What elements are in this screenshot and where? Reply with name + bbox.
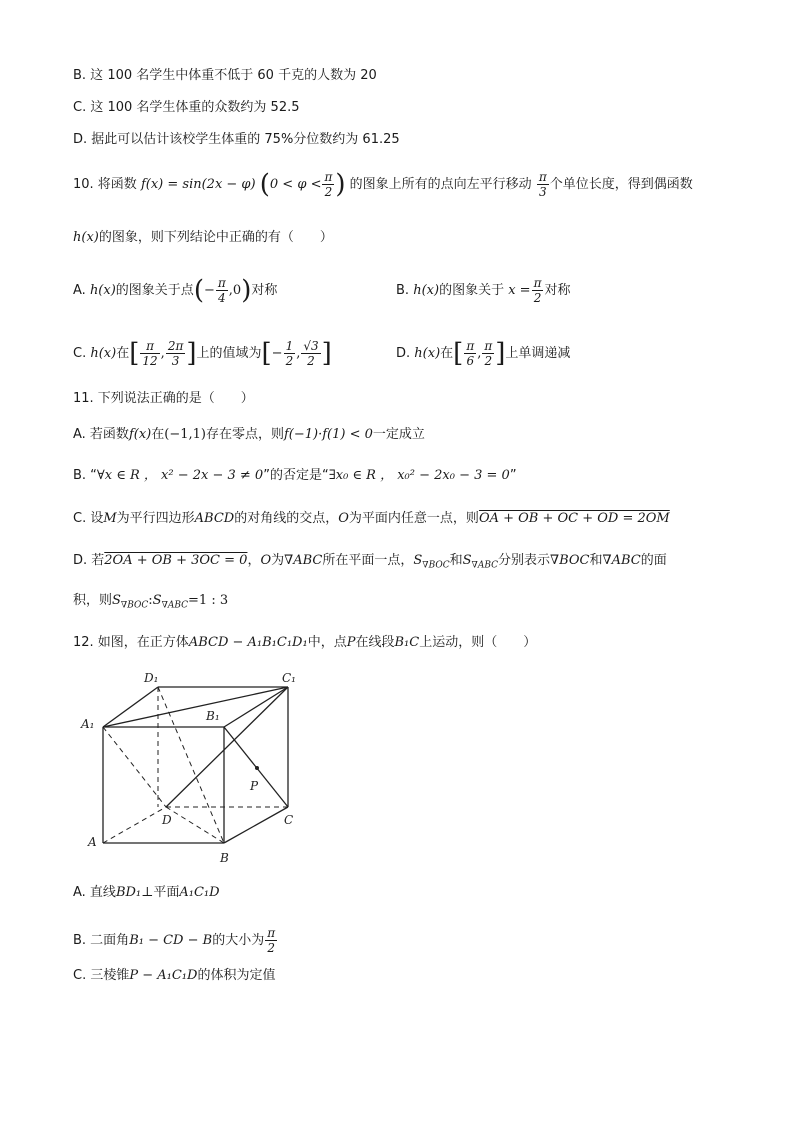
cube-figure bbox=[78, 668, 308, 868]
numerator: π bbox=[324, 170, 333, 184]
point-o: O bbox=[260, 553, 272, 568]
label-c: C bbox=[284, 813, 294, 827]
area-sub: ∇ABC bbox=[471, 560, 498, 571]
bracket-close: ] bbox=[186, 338, 197, 369]
label-d1: D₁ bbox=[144, 671, 159, 685]
comma: , bbox=[477, 346, 482, 361]
point-p: P bbox=[346, 635, 356, 650]
label-b1: B₁ bbox=[206, 709, 220, 723]
q10-option-b bbox=[396, 276, 570, 305]
triangle-abc: ∇ABC bbox=[284, 553, 323, 568]
option-label: A. bbox=[73, 283, 86, 298]
option-text-3: 的对角线的交点， bbox=[234, 511, 339, 526]
question-10-stem bbox=[73, 170, 693, 199]
option-b-q9-text: B. 这 100 名学生中体重不低于 60 千克的人数为 20 bbox=[73, 68, 377, 83]
q12-text: 12. 如图，在正方体 bbox=[73, 635, 189, 650]
product-condition: f(−1)·f(1) < 0 bbox=[283, 427, 373, 442]
denominator: 3 bbox=[171, 354, 180, 368]
interval: (−1,1) bbox=[164, 427, 206, 442]
q11-option-b bbox=[73, 467, 517, 485]
plane-a1c1d: A₁C₁D bbox=[179, 885, 220, 900]
option-text-2: 上单调递减 bbox=[505, 346, 571, 361]
hx: h(x) bbox=[413, 283, 440, 298]
q12-option-a bbox=[73, 884, 220, 902]
option-text: 的图象关于点 bbox=[115, 283, 194, 298]
option-text: 在 bbox=[440, 346, 454, 361]
triangle-boc: ∇BOC bbox=[550, 553, 590, 568]
option-text-3: 存在零点，则 bbox=[205, 427, 284, 442]
option-text: C. 三棱锥 bbox=[73, 968, 130, 983]
q10-suffix: 个单位长度，得到偶函数 bbox=[549, 177, 693, 192]
point-p-dot bbox=[255, 766, 259, 770]
perp-symbol: ⊥ bbox=[141, 885, 154, 900]
denominator: 3 bbox=[538, 185, 547, 199]
area-symbol: S bbox=[462, 553, 472, 568]
numerator: √3 bbox=[303, 339, 319, 353]
option-text: 在 bbox=[116, 346, 130, 361]
q12-option-b bbox=[73, 926, 278, 955]
option-text-2: 上的值域为 bbox=[196, 346, 262, 361]
fx: f(x) bbox=[128, 427, 152, 442]
denominator: 2 bbox=[484, 354, 493, 368]
option-text-2: 的大小为 bbox=[212, 933, 265, 948]
comma: , bbox=[160, 346, 165, 361]
hx: h(x) bbox=[89, 283, 116, 298]
q11-option-c bbox=[73, 510, 670, 528]
option-label: B. bbox=[396, 283, 410, 298]
fraction-pi-4 bbox=[216, 276, 228, 305]
option-label: D. bbox=[396, 346, 411, 361]
x-equals: x = bbox=[508, 283, 531, 298]
paren-close: ) bbox=[241, 275, 252, 306]
paren-close: ) bbox=[335, 169, 346, 200]
label-a1: A₁ bbox=[81, 717, 95, 731]
option-text: A. 若函数 bbox=[73, 427, 129, 442]
bracket-open: [ bbox=[261, 338, 272, 369]
numerator: π bbox=[538, 170, 547, 184]
option-text: A. 直线 bbox=[73, 885, 116, 900]
line-bd1: BD₁ bbox=[115, 885, 142, 900]
area-sub: ∇ABC bbox=[161, 600, 189, 611]
q10-hx: h(x) bbox=[73, 230, 99, 245]
minus: − bbox=[271, 346, 283, 361]
exists-statement: ∃x₀ ∈ R ， x₀² − 2x₀ − 3 = 0 bbox=[328, 468, 510, 483]
q10-function: f(x) = sin(2x − φ) bbox=[140, 177, 256, 192]
triangle-abc: ∇ABC bbox=[602, 553, 641, 568]
hx: h(x) bbox=[90, 346, 117, 361]
option-text-5: 和 bbox=[449, 553, 463, 568]
label-p: P bbox=[250, 779, 259, 793]
option-text-2: ， bbox=[247, 553, 261, 568]
area-abc bbox=[462, 553, 498, 571]
q12-text-3: 在线段 bbox=[355, 635, 395, 650]
bracket-open: [ bbox=[453, 338, 464, 369]
bracket-close: ] bbox=[495, 338, 506, 369]
option-label: C. bbox=[73, 346, 87, 361]
fraction-1-2 bbox=[284, 339, 296, 368]
denominator: 2 bbox=[324, 185, 333, 199]
paren-open: ( bbox=[259, 169, 270, 200]
zero: 0 bbox=[232, 283, 242, 298]
option-c-q9-text: C. 这 100 名学生体重的众数约为 52.5 bbox=[73, 100, 300, 115]
option-text-3: 为 bbox=[271, 553, 285, 568]
point-o: O bbox=[338, 511, 349, 526]
fraction-pi-2 bbox=[265, 926, 277, 955]
option-text-4: 一定成立 bbox=[372, 427, 425, 442]
option-text-2: ”的否定是“ bbox=[263, 468, 329, 483]
numerator: 1 bbox=[285, 339, 294, 353]
diagonal-dc1 bbox=[166, 687, 288, 807]
area-abc bbox=[152, 593, 189, 611]
ratio: 1 : 3 bbox=[198, 593, 229, 608]
option-text-2: 在 bbox=[151, 427, 165, 442]
comma: , bbox=[228, 283, 233, 298]
point-m: M bbox=[103, 511, 117, 526]
fraction-pi-2 bbox=[532, 276, 544, 305]
fraction-pi-12 bbox=[140, 339, 159, 368]
option-text-4: 所在平面一点， bbox=[322, 553, 414, 568]
option-c-q9 bbox=[73, 99, 300, 117]
diagonal-a1d bbox=[103, 727, 166, 807]
numerator: π bbox=[267, 926, 276, 940]
option-text: D. 若 bbox=[73, 553, 105, 568]
q10-mid: 的图象上所有的点向左平行移动 bbox=[349, 177, 532, 192]
q12-text-4: 上运动，则（ ） bbox=[419, 635, 537, 650]
denominator: 2 bbox=[267, 941, 275, 955]
cube-name: ABCD − A₁B₁C₁D₁ bbox=[188, 635, 308, 650]
forall-statement: ∀x ∈ R ， x² − 2x − 3 ≠ 0 bbox=[96, 468, 264, 483]
numerator: π bbox=[484, 339, 493, 353]
q11-option-a bbox=[73, 426, 425, 444]
q10-option-a bbox=[73, 276, 277, 305]
option-text: B. “ bbox=[73, 468, 97, 483]
paren-open: ( bbox=[193, 275, 204, 306]
fraction-pi-6 bbox=[464, 339, 476, 368]
q10-option-d bbox=[396, 339, 570, 368]
option-text-6: 分别表示 bbox=[498, 553, 551, 568]
pyramid-name: P − A₁C₁D bbox=[129, 968, 198, 983]
numerator: π bbox=[217, 276, 226, 290]
option-text-2: 平面 bbox=[153, 885, 180, 900]
option-text: C. 设 bbox=[73, 511, 104, 526]
label-d: D bbox=[162, 813, 172, 827]
fraction-pi-2 bbox=[482, 339, 494, 368]
fraction-pi-2 bbox=[322, 170, 334, 199]
option-sym: 对称 bbox=[544, 283, 571, 298]
denominator: 6 bbox=[466, 354, 475, 368]
option-text: B. 二面角 bbox=[73, 933, 130, 948]
option-d-q9-text: D. 据此可以估计该校学生体重的 75%分位数约为 61.25 bbox=[73, 132, 400, 147]
denominator: 12 bbox=[142, 354, 158, 368]
area-sub: ∇BOC bbox=[422, 560, 450, 571]
vector-equation: OA + OB + OC + OD = 2OM bbox=[478, 511, 670, 526]
option-text: 的图象关于 bbox=[439, 283, 505, 298]
area-symbol: S bbox=[112, 593, 121, 608]
denominator: 4 bbox=[218, 291, 226, 305]
q11-text: 11. 下列说法正确的是（ ） bbox=[73, 391, 254, 406]
comma: , bbox=[296, 346, 301, 361]
q10-condition: 0 < φ < bbox=[269, 177, 322, 192]
q12-option-c bbox=[73, 967, 275, 985]
q12-text-2: 中，点 bbox=[307, 635, 347, 650]
option-text-7: 和 bbox=[589, 553, 603, 568]
dihedral-angle: B₁ − CD − B bbox=[129, 933, 213, 948]
option-d-q9 bbox=[73, 131, 400, 149]
edge-ad bbox=[103, 807, 166, 843]
option-b-q9 bbox=[73, 67, 377, 85]
edge-bc bbox=[224, 807, 288, 843]
numerator: π bbox=[466, 339, 475, 353]
fraction-pi-3 bbox=[537, 170, 549, 199]
area-symbol: S bbox=[152, 593, 162, 608]
numerator: 2π bbox=[167, 339, 184, 353]
q11-option-d-2 bbox=[73, 592, 228, 615]
q10-option-c bbox=[73, 339, 332, 368]
label-c1: C₁ bbox=[282, 671, 296, 685]
area-symbol: S bbox=[413, 553, 423, 568]
numerator: π bbox=[533, 276, 542, 290]
area-sub: ∇BOC bbox=[120, 600, 149, 611]
option-text-8: 的面 bbox=[640, 553, 667, 568]
denominator: 2 bbox=[533, 291, 542, 305]
q11-option-d bbox=[73, 552, 667, 575]
question-10-stem-2 bbox=[73, 229, 333, 247]
edge-b1c1 bbox=[224, 687, 288, 727]
option-text-2: 为平行四边形 bbox=[116, 511, 195, 526]
minus: − bbox=[203, 283, 215, 298]
hx: h(x) bbox=[414, 346, 441, 361]
label-a: A bbox=[88, 835, 97, 849]
label-b: B bbox=[220, 851, 229, 865]
fraction-sqrt3-2 bbox=[301, 339, 320, 368]
segment-b1c: B₁C bbox=[394, 635, 420, 650]
question-11-stem bbox=[73, 390, 254, 408]
area-boc bbox=[413, 553, 450, 571]
equals: = bbox=[188, 593, 199, 608]
option-text: 积，则 bbox=[73, 593, 113, 608]
bracket-close: ] bbox=[321, 338, 332, 369]
q10-prefix: 10. 将函数 bbox=[73, 177, 137, 192]
numerator: π bbox=[140, 339, 159, 354]
fraction-2pi-3 bbox=[166, 339, 186, 368]
q10-stem-text: 的图象，则下列结论中正确的有（ ） bbox=[98, 230, 333, 245]
bracket-open: [ bbox=[129, 338, 140, 369]
option-text-2: 的体积为定值 bbox=[197, 968, 276, 983]
option-text-4: 为平面内任意一点，则 bbox=[348, 511, 479, 526]
diagonal-db bbox=[166, 807, 224, 843]
option-text-3: ” bbox=[509, 468, 517, 483]
denominator: 2 bbox=[285, 354, 294, 368]
denominator: 2 bbox=[307, 354, 315, 368]
parallelogram-name: ABCD bbox=[194, 511, 235, 526]
colon: : bbox=[148, 593, 153, 608]
area-boc bbox=[112, 593, 149, 611]
question-12-stem bbox=[73, 634, 536, 652]
option-sym: 对称 bbox=[251, 283, 278, 298]
vector-equation: 2OA + OB + 3OC = 0 bbox=[104, 553, 248, 568]
